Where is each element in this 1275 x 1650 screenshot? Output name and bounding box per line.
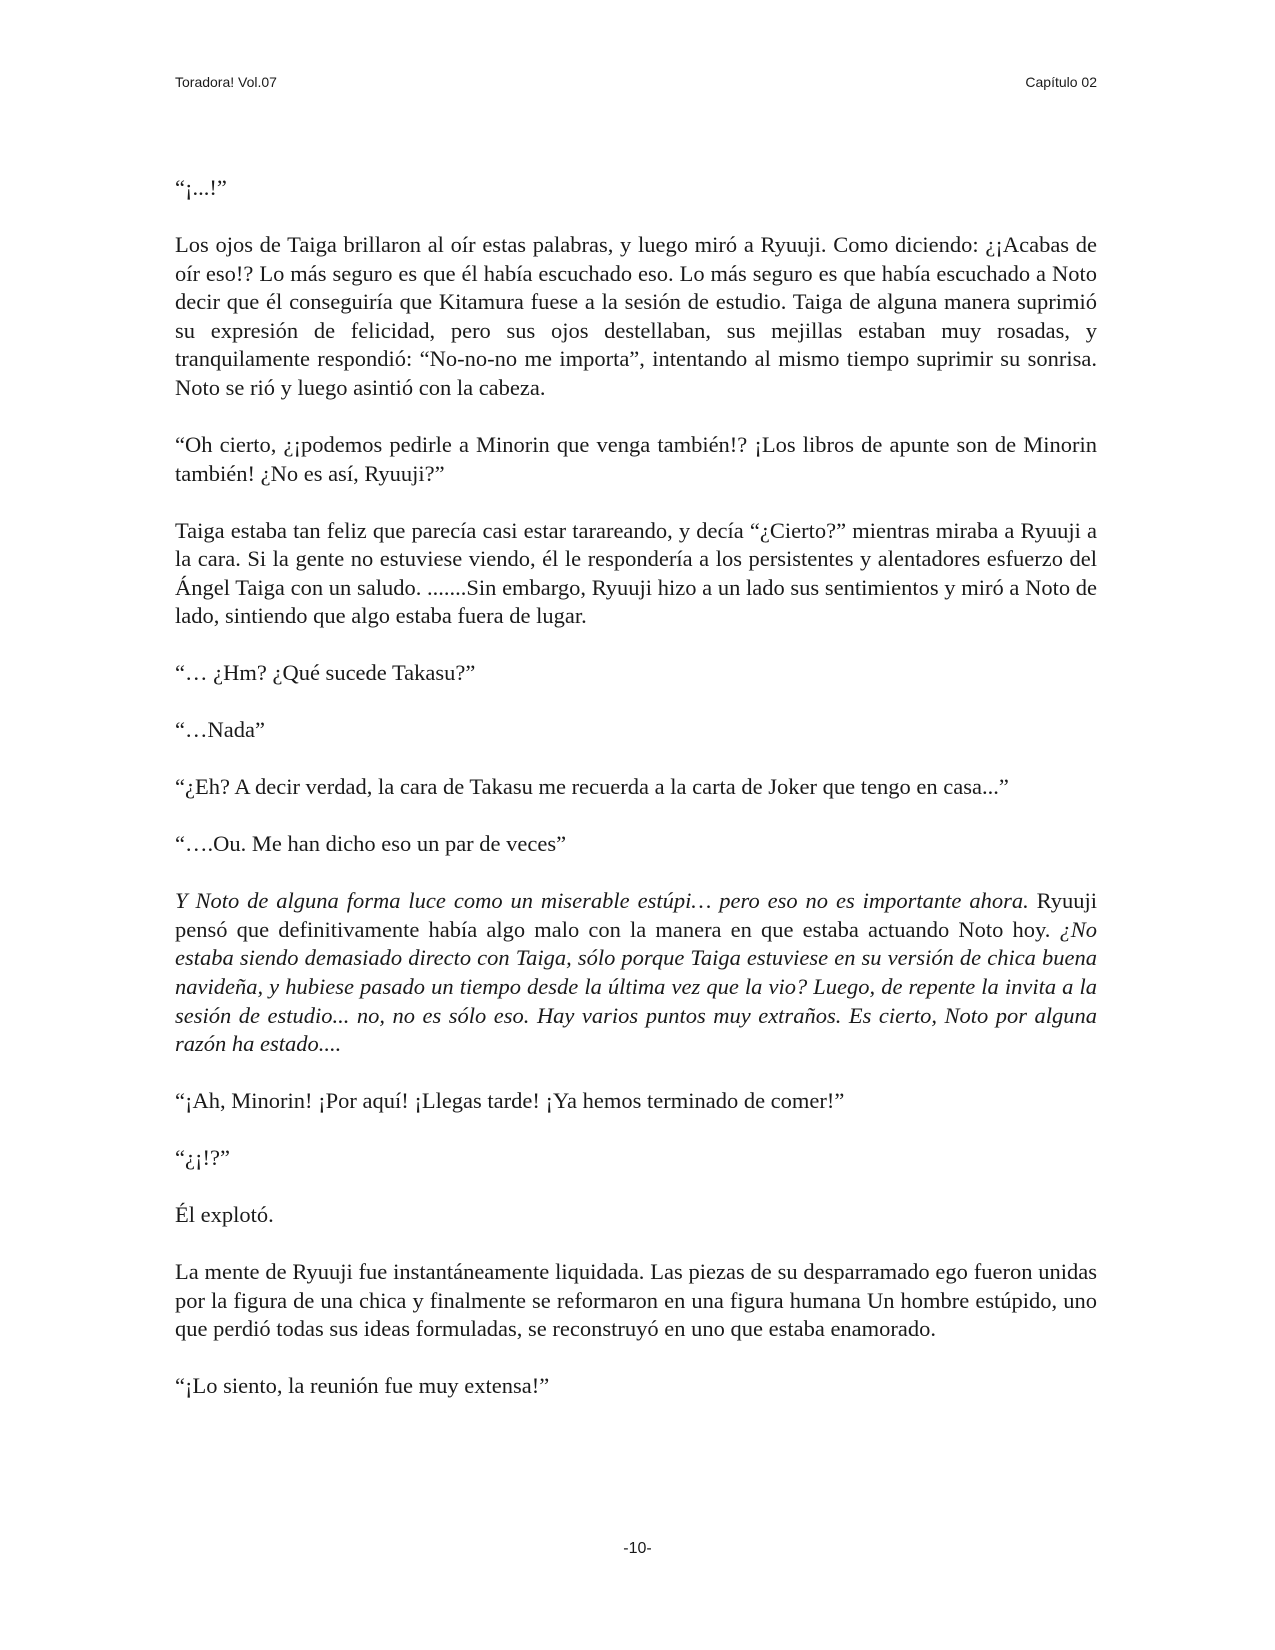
paragraph: “¿¡!?” bbox=[175, 1145, 230, 1171]
paragraph: “¿Eh? A decir verdad, la cara de Takasu me recuerda a la carta de Joker que tengo en casa...” bbox=[175, 774, 1009, 800]
running-header bbox=[175, 74, 1097, 96]
paragraph: Taiga estaba tan feliz que parecía casi estar tarareando, y decía “¿Cierto?” mientras miraba a Ryuuji a la cara. Si la gente no estuviese viendo, él le respondería a los persistentes y alentadores esfuerzo del Ángel Taiga con un saludo. .......Sin embargo, Ryuuji hizo a un lado sus sentimientos y miró a Noto de lado, sintiendo que algo estaba fuera de lugar. bbox=[175, 517, 1097, 629]
paragraph: “…Nada” bbox=[175, 717, 265, 743]
italic-thought: ¿No estaba siendo demasiado directo con Taiga, sólo porque Taiga estuviese en su versión de chica buena navideña, y hubiese pasado un tiempo desde la última vez que la vio? Luego, de repente la invita a la sesión de estudio... no, no es sólo eso. Hay varios puntos muy extraños. Es cierto, Noto por alguna razón ha estado.... bbox=[175, 916, 1097, 1057]
paragraph: “Oh cierto, ¿¡podemos pedirle a Minorin que venga también!? ¡Los libros de apunte son de Minorin también! ¿No es así, Ryuuji?” bbox=[175, 431, 1097, 486]
page-body bbox=[175, 174, 1097, 1429]
header-chapter: Capítulo 02 bbox=[1025, 74, 1097, 90]
header-book-title: Toradora! Vol.07 bbox=[175, 74, 277, 90]
paragraph: “….Ou. Me han dicho eso un par de veces” bbox=[175, 831, 567, 857]
paragraph: Él explotó. bbox=[175, 1202, 274, 1228]
paragraph: “¡...!” bbox=[175, 175, 227, 200]
narration: Ryuuji pensó que definitivamente había algo malo con la manera en que estaba actuando Noto hoy. bbox=[175, 888, 1098, 942]
paragraph: Los ojos de Taiga brillaron al oír estas palabras, y luego miró a Ryuuji. Como diciendo: ¿¡Acabas de oír eso!? Lo más seguro es que él había escuchado eso. Lo más seguro es que había escuchado a Noto decir que él conseguiría que Kitamura fuese a la sesión de estudio. Taiga de alguna manera suprimió su expresión de felicidad, pero sus ojos destellaban, sus mejillas estaban muy rosadas, y tranquilamente respondió: “No-no-no me importa”, intentando al mismo tiempo suprimir su sonrisa. Noto se rió y luego asintió con la cabeza. bbox=[175, 231, 1097, 400]
page-number: -10- bbox=[623, 1540, 652, 1557]
paragraph: La mente de Ryuuji fue instantáneamente liquidada. Las piezas de su desparramado ego fueron unidas por la figura de una chica y finalmente se reformaron en una figura humana Un hombre estúpido, uno que perdió todas sus ideas formuladas, se reconstruyó en uno que estaba enamorado. bbox=[175, 1259, 1097, 1342]
italic-thought: Y Noto de alguna forma luce como un miserable estúpi… pero eso no es importante ahora. bbox=[175, 888, 1029, 914]
paragraph: “… ¿Hm? ¿Qué sucede Takasu?” bbox=[175, 660, 476, 686]
paragraph: “¡Ah, Minorin! ¡Por aquí! ¡Llegas tarde! ¡Ya hemos terminado de comer!” bbox=[175, 1088, 845, 1114]
mixed-paragraph bbox=[175, 887, 1097, 1059]
paragraph: “¡Lo siento, la reunión fue muy extensa!” bbox=[175, 1373, 550, 1399]
